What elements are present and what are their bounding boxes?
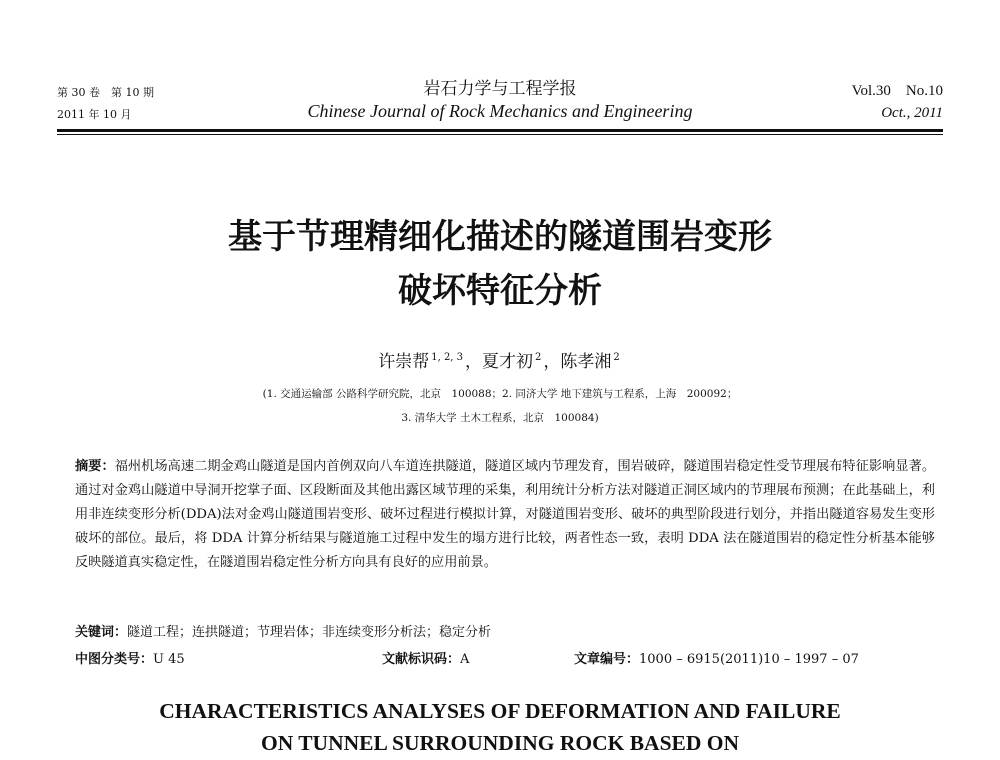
journal-name-en: Chinese Journal of Rock Mechanics and Engineering bbox=[307, 101, 693, 121]
header-rule-thick bbox=[57, 129, 943, 132]
author-separator: ， bbox=[543, 352, 561, 372]
affiliation-line-2: 3. 清华大学 土木工程系，北京 100084) bbox=[401, 412, 599, 424]
article-id bbox=[574, 648, 859, 667]
abstract-text: 福州机场高速二期金鸡山隧道是国内首例双向八车道连拱隧道，隧道区域内节理发育，围岩破碎，隧道围岩稳定性受节理展布特征影响显著。通过对金鸡山隧道中导洞开挖掌子面、区段断面及其他出露区域节理的采集，利用统计分析方法对隧道正洞区域内的节理展布预测；在此基础上，利用非连续变形分析(DDA)法对金鸡山隧道围岩变形、破坏过程进行模拟计算，对隧道围岩变形、破坏的典型阶段进行划分，并指出隧道容易发生变形破坏的部位。最后，将 DDA 计算分析结果与隧道施工过程中发生的塌方进行比较，两者性态一致，表明 DDA 法在隧道围岩的稳定性分析基本能够反映隧道真实稳定性，在隧道围岩稳定性分析方向具有良好的应用前景。 bbox=[75, 459, 936, 570]
en-title-line-2: ON TUNNEL SURROUNDING ROCK BASED ON bbox=[260, 731, 740, 755]
title-line-1: 基于节理精细化描述的隧道围岩变形 bbox=[228, 217, 772, 257]
clc-number bbox=[75, 648, 185, 667]
header-rule-thin bbox=[57, 134, 943, 135]
clc-value: U 45 bbox=[153, 652, 185, 667]
date-cn: 2011 年 10 月 bbox=[57, 108, 132, 121]
title-line-2: 破坏特征分析 bbox=[398, 271, 602, 311]
author-affiliation-mark: 2 bbox=[613, 352, 620, 363]
author-name: 陈孝湘 bbox=[560, 352, 612, 372]
paper-title-en bbox=[0, 695, 1000, 759]
en-title-line-1: CHARACTERISTICS ANALYSES OF DEFORMATION AND FAILURE bbox=[159, 699, 841, 723]
abstract bbox=[75, 455, 935, 575]
author-name: 许崇帮 bbox=[378, 352, 430, 372]
header-right bbox=[852, 80, 943, 124]
document-code-value: A bbox=[460, 652, 470, 667]
keywords-label: 关键词： bbox=[75, 625, 128, 640]
author-name: 夏才初 bbox=[482, 352, 534, 372]
document-code-label: 文献标识码： bbox=[382, 652, 461, 667]
affiliation-line-1: (1. 交通运输部 公路科学研究院，北京 100088；2. 同济大学 地下建筑与工程系，上海 200092； bbox=[262, 388, 738, 400]
keywords-text: 隧道工程；连拱隧道；节理岩体；非连续变形分析法；稳定分析 bbox=[127, 625, 492, 640]
author-separator: ， bbox=[465, 352, 483, 372]
author-affiliation-mark: 2 bbox=[535, 352, 542, 363]
abstract-label: 摘要： bbox=[75, 459, 115, 474]
author-list bbox=[0, 347, 1000, 372]
volume-issue-cn: 第 30 卷 第 10 期 bbox=[57, 86, 154, 99]
clc-label: 中图分类号： bbox=[75, 652, 154, 667]
document-code bbox=[382, 648, 469, 667]
date-en: Oct., 2011 bbox=[881, 105, 943, 121]
header-center bbox=[0, 78, 1000, 122]
paper-title-cn bbox=[0, 210, 1000, 318]
article-id-value: 1000 – 6915(2011)10 – 1997 – 07 bbox=[639, 652, 859, 667]
keywords bbox=[75, 621, 491, 640]
journal-name-cn: 岩石力学与工程学报 bbox=[423, 79, 577, 99]
article-id-label: 文章编号： bbox=[574, 652, 640, 667]
volume-issue-en: Vol.30 No.10 bbox=[851, 83, 943, 99]
author-affiliation-mark: 1, 2, 3 bbox=[431, 352, 464, 363]
